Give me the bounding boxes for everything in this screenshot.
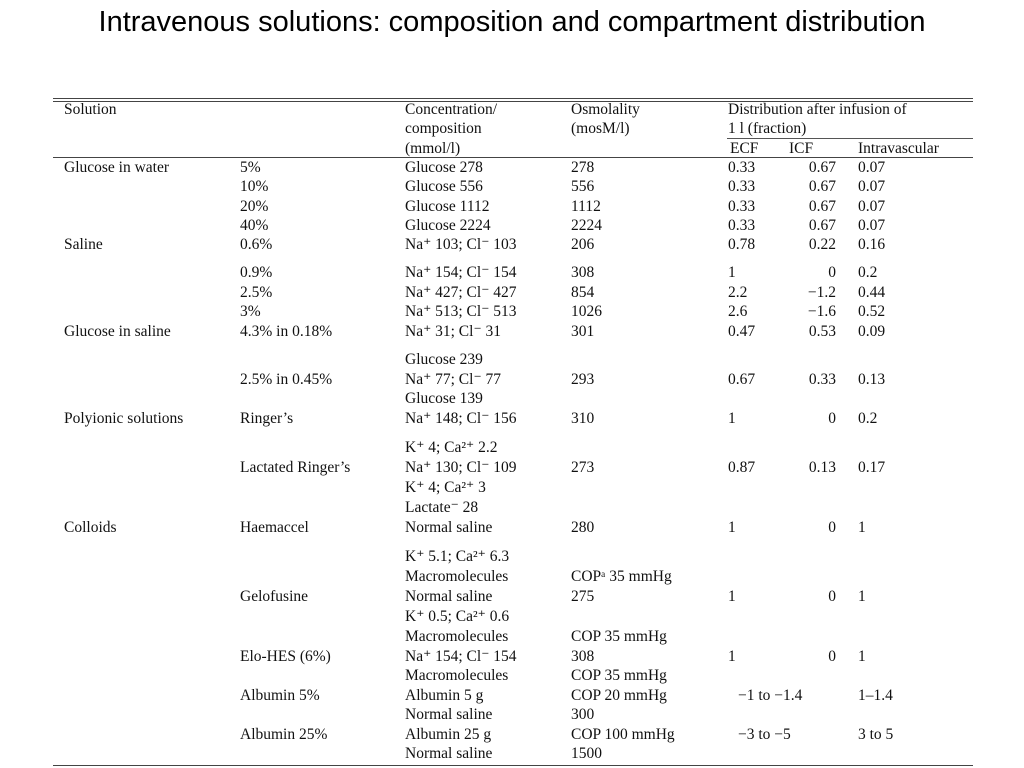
cell-osmolality: 854: [571, 284, 595, 301]
cell-osmolality: 310: [571, 410, 595, 427]
cell-osmolality: 308: [571, 264, 595, 281]
cell-composition: Glucose 239: [405, 351, 483, 368]
cell-solution-group: Glucose in water: [64, 159, 170, 176]
cell-osmolality: 280: [571, 519, 595, 536]
cell-solution-type: 3%: [240, 303, 261, 320]
cell-solution-type: 4.3% in 0.18%: [240, 323, 333, 340]
cell-solution-group: Colloids: [64, 519, 117, 536]
cell-intravascular: 1–1.4: [858, 687, 893, 704]
cell-intravascular: 0.16: [858, 236, 886, 253]
cell-solution-type: Elo-HES (6%): [240, 648, 331, 665]
cell-solution-type: 40%: [240, 217, 269, 234]
cell-solution-type: 20%: [240, 198, 269, 215]
cell-composition: Glucose 2224: [405, 217, 491, 234]
cell-intravascular: 0.07: [858, 159, 886, 176]
cell-composition: Na⁺ 103; Cl⁻ 103: [405, 236, 517, 253]
cell-icf: 0: [828, 588, 836, 605]
cell-ecf: 0.47: [728, 323, 756, 340]
cell-icf: 0.53: [808, 323, 836, 340]
cell-solution-type: 10%: [240, 178, 269, 195]
cell-icf: 0.33: [808, 371, 836, 388]
cell-composition: Macromolecules: [405, 568, 509, 585]
cell-intravascular: 0.44: [858, 284, 886, 301]
cell-ecf: 0.33: [728, 178, 756, 195]
cell-osmolality: 275: [571, 588, 595, 605]
cell-composition: Na⁺ 513; Cl⁻ 513: [405, 303, 517, 320]
cell-intravascular: 0.07: [858, 217, 886, 234]
cell-intravascular: 1: [858, 519, 866, 536]
cell-intravascular: 3 to 5: [858, 726, 894, 743]
cell-ecf: 0.67: [728, 371, 756, 388]
cell-composition: K⁺ 0.5; Ca²⁺ 0.6: [405, 608, 510, 625]
cell-composition: Normal saline: [405, 745, 493, 762]
cell-composition: K⁺ 5.1; Ca²⁺ 6.3: [405, 548, 510, 565]
cell-ecf: 1: [728, 588, 736, 605]
cell-osmolality: 206: [571, 236, 595, 253]
cell-composition: Na⁺ 427; Cl⁻ 427: [405, 284, 517, 301]
cell-icf: 0: [828, 410, 836, 427]
cell-composition: Albumin 25 g: [405, 726, 492, 743]
cell-osmolality: 1112: [571, 198, 601, 215]
cell-composition: Glucose 139: [405, 390, 483, 407]
cell-icf: 0.22: [808, 236, 836, 253]
cell-composition: Na⁺ 31; Cl⁻ 31: [405, 323, 502, 340]
cell-ecf: 1: [728, 264, 736, 281]
cell-intravascular: 0.07: [858, 178, 886, 195]
header-concentration-1: Concentration/: [405, 101, 498, 118]
cell-intravascular: 1: [858, 588, 866, 605]
cell-solution-group: Glucose in saline: [64, 323, 171, 340]
cell-osmolality: 301: [571, 323, 595, 340]
header-concentration-2: composition: [405, 120, 482, 137]
cell-icf: 0.13: [808, 459, 836, 476]
cell-solution-type: 2.5% in 0.45%: [240, 371, 333, 388]
cell-intravascular: 0.52: [858, 303, 886, 320]
cell-intravascular: 0.2: [858, 410, 878, 427]
cell-ecf: 0.33: [728, 198, 756, 215]
cell-osmolality: COP 35 mmHg: [571, 628, 667, 645]
cell-osmolality: COP 35 mmHg: [571, 667, 667, 684]
cell-solution-type: 0.6%: [240, 236, 273, 253]
cell-ecf: 2.2: [728, 284, 748, 301]
cell-composition: Normal saline: [405, 519, 493, 536]
cell-composition: K⁺ 4; Ca²⁺ 2.2: [405, 439, 498, 456]
header-osmolality-2: (mosM/l): [571, 120, 630, 137]
cell-composition: Na⁺ 154; Cl⁻ 154: [405, 648, 517, 665]
cell-composition: Albumin 5 g: [405, 687, 484, 704]
cell-composition: K⁺ 4; Ca²⁺ 3: [405, 479, 486, 496]
cell-ecf: 0.87: [728, 459, 756, 476]
header-solution: Solution: [64, 101, 117, 118]
cell-ecf: 0.33: [728, 217, 756, 234]
cell-solution-type: Haemaccel: [240, 519, 309, 536]
header-intravascular: Intravascular: [858, 140, 939, 157]
header-icf: ICF: [789, 140, 814, 157]
table-top-rule: [53, 98, 973, 99]
cell-ecf: 2.6: [728, 303, 748, 320]
cell-ecf: 1: [728, 519, 736, 536]
cell-icf: 0.67: [808, 198, 836, 215]
cell-osmolality: 308: [571, 648, 595, 665]
cell-icf: 0.67: [808, 178, 836, 195]
cell-osmolality: 293: [571, 371, 595, 388]
header-distribution-2: 1 l (fraction): [728, 120, 807, 137]
cell-solution-group: Saline: [64, 236, 103, 253]
cell-solution-type: Albumin 5%: [240, 687, 320, 704]
cell-osmolality: 2224: [571, 217, 602, 234]
cell-composition: Na⁺ 130; Cl⁻ 109: [405, 459, 517, 476]
header-distribution-1: Distribution after infusion of: [728, 101, 907, 118]
cell-osmolality: 273: [571, 459, 595, 476]
cell-icf: −1.6: [807, 303, 836, 320]
cell-icf: −1.2: [807, 284, 836, 301]
header-ecf: ECF: [730, 140, 759, 157]
cell-composition: Glucose 278: [405, 159, 483, 176]
cell-intravascular: 0.09: [858, 323, 886, 340]
cell-icf: 0: [828, 648, 836, 665]
cell-composition: Macromolecules: [405, 667, 509, 684]
cell-osmolality: 556: [571, 178, 595, 195]
cell-osmolality: COPᵃ 35 mmHg: [571, 568, 672, 585]
cell-osmolality: 300: [571, 706, 595, 723]
cell-composition: Lactate⁻ 28: [405, 499, 479, 516]
cell-intravascular: 1: [858, 648, 866, 665]
cell-composition: Glucose 1112: [405, 198, 490, 215]
cell-solution-type: Lactated Ringer’s: [240, 459, 351, 476]
cell-ecf-icf-range: −3 to −5: [738, 726, 791, 743]
cell-composition: Normal saline: [405, 706, 493, 723]
cell-ecf-icf-range: −1 to −1.4: [738, 687, 803, 704]
cell-ecf: 1: [728, 648, 736, 665]
header-osmolality-1: Osmolality: [571, 101, 640, 118]
cell-osmolality: 278: [571, 159, 595, 176]
cell-intravascular: 0.07: [858, 198, 886, 215]
cell-intravascular: 0.13: [858, 371, 886, 388]
cell-intravascular: 0.17: [858, 459, 886, 476]
cell-composition: Glucose 556: [405, 178, 483, 195]
cell-solution-type: Gelofusine: [240, 588, 309, 605]
table-bottom-rule: [53, 765, 973, 766]
cell-composition: Na⁺ 77; Cl⁻ 77: [405, 371, 502, 388]
cell-icf: 0: [828, 264, 836, 281]
page-title: Intravenous solutions: composition and compartment distribution: [98, 6, 926, 38]
cell-osmolality: COP 20 mmHg: [571, 687, 667, 704]
cell-icf: 0: [828, 519, 836, 536]
cell-solution-group: Polyionic solutions: [64, 410, 184, 427]
cell-composition: Na⁺ 154; Cl⁻ 154: [405, 264, 517, 281]
cell-solution-type: Albumin 25%: [240, 726, 328, 743]
cell-composition: Normal saline: [405, 588, 493, 605]
cell-composition: Na⁺ 148; Cl⁻ 156: [405, 410, 517, 427]
cell-osmolality: 1500: [571, 745, 602, 762]
cell-osmolality: 1026: [571, 303, 602, 320]
cell-solution-type: 2.5%: [240, 284, 273, 301]
cell-composition: Macromolecules: [405, 628, 509, 645]
header-concentration-3: (mmol/l): [405, 140, 461, 157]
cell-intravascular: 0.2: [858, 264, 878, 281]
cell-solution-type: 0.9%: [240, 264, 273, 281]
cell-solution-type: 5%: [240, 159, 261, 176]
cell-solution-type: Ringer’s: [240, 410, 294, 427]
cell-icf: 0.67: [808, 217, 836, 234]
cell-icf: 0.67: [808, 159, 836, 176]
cell-ecf: 0.33: [728, 159, 756, 176]
cell-ecf: 1: [728, 410, 736, 427]
cell-osmolality: COP 100 mmHg: [571, 726, 675, 743]
cell-ecf: 0.78: [728, 236, 756, 253]
